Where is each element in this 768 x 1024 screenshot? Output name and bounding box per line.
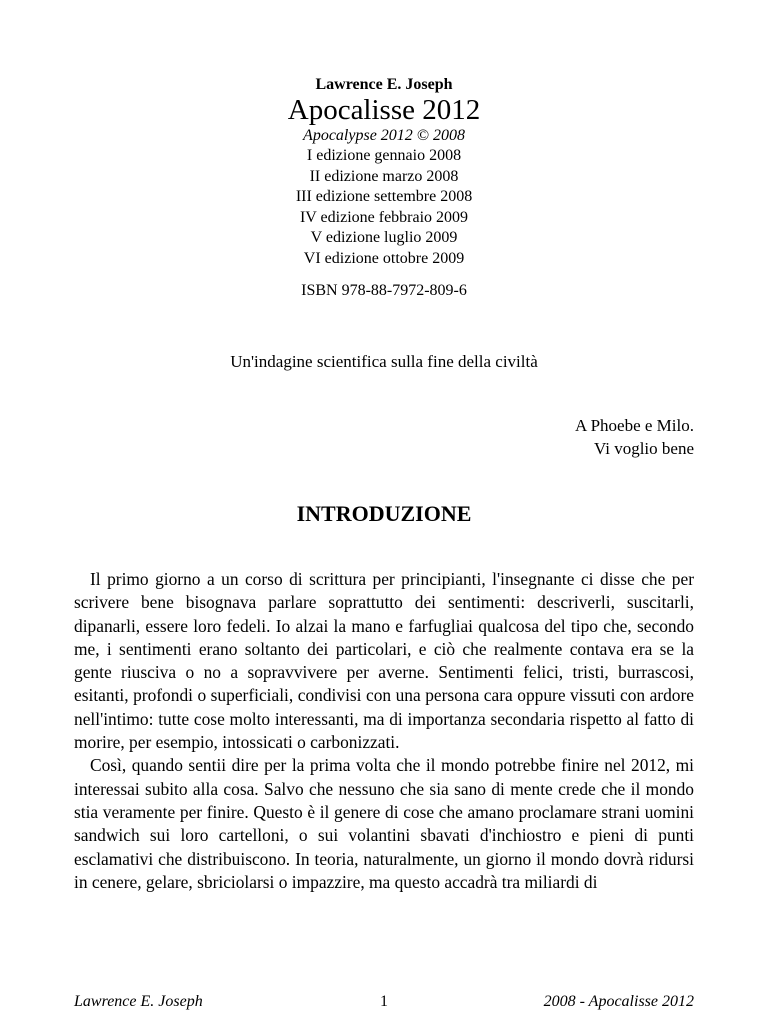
- edition-line: III edizione settembre 2008: [295, 188, 473, 205]
- edition-line: I edizione gennaio 2008: [306, 147, 462, 164]
- book-subtitle: Un'indagine scientifica sulla fine della civiltà: [230, 352, 538, 371]
- edition-line: IV edizione febbraio 2009: [299, 208, 469, 226]
- edition-line: VI edizione ottobre 2009: [303, 249, 465, 267]
- edition-line: V edizione luglio 2009: [310, 229, 458, 246]
- chapter-heading: INTRODUZIONE: [296, 501, 472, 526]
- isbn: ISBN 978-88-7972-809-6: [301, 282, 467, 299]
- author-name: Lawrence E. Joseph: [315, 76, 453, 93]
- book-title: Apocalisse 2012: [287, 94, 481, 126]
- edition-line: II edizione marzo 2008: [309, 167, 459, 185]
- page-footer: [74, 992, 694, 1012]
- body-paragraph: Il primo giorno a un corso di scrittura per principianti, l'insegnante ci disse che per scrivere bene bisognava parlare soprattutto dei sentimenti: descriverli, suscitarli, dipanarli, essere loro fedeli. Io alzai la mano e farfugliai qualcosa del tipo che, secondo me, i sentimenti erano soltanto dei particolari, e ciò che realmente contava era se la gente riusciva o no a sopravvivere per averne. Sentimenti felici, tristi, burrascosi, esitanti, profondi o superficiali, condivisi con una persona cara oppure vissuti con ardore nell'intimo: tutte cose molto interessanti, ma di importanza secondaria rispetto al fatto di morire, per esempio, intossicati o carbonizzati.: [74, 569, 694, 753]
- front-matter: [0, 76, 768, 301]
- body-paragraph: Così, quando sentii dire per la prima volta che il mondo potrebbe finire nel 2012, mi interessai subito alla cosa. Salvo che nessuno che sia sano di mente crede che il mondo stia veramente per finire. Questo è il genere di cose che amano proclamare strani uomini sandwich sui loro cartelloni, o sui volantini sbavati d'inchiostro e pieni di punti esclamativi che distribuiscono. In teoria, naturalmente, un giorno il mondo dovrà ridursi in cenere, gelare, sbriciolarsi o impazzire, ma questo accadrà tra miliardi di: [74, 755, 694, 892]
- page-number: 1: [380, 993, 388, 1010]
- dedication: [575, 414, 694, 460]
- dedication-line: Vi voglio bene: [593, 439, 694, 458]
- footer-author: Lawrence E. Joseph: [74, 993, 203, 1010]
- chapter-body: [74, 568, 694, 894]
- footer-book-info: 2008 - Apocalisse 2012: [543, 993, 694, 1010]
- original-title-copyright: Apocalypse 2012 © 2008: [303, 127, 465, 144]
- dedication-line: A Phoebe e Milo.: [575, 416, 694, 435]
